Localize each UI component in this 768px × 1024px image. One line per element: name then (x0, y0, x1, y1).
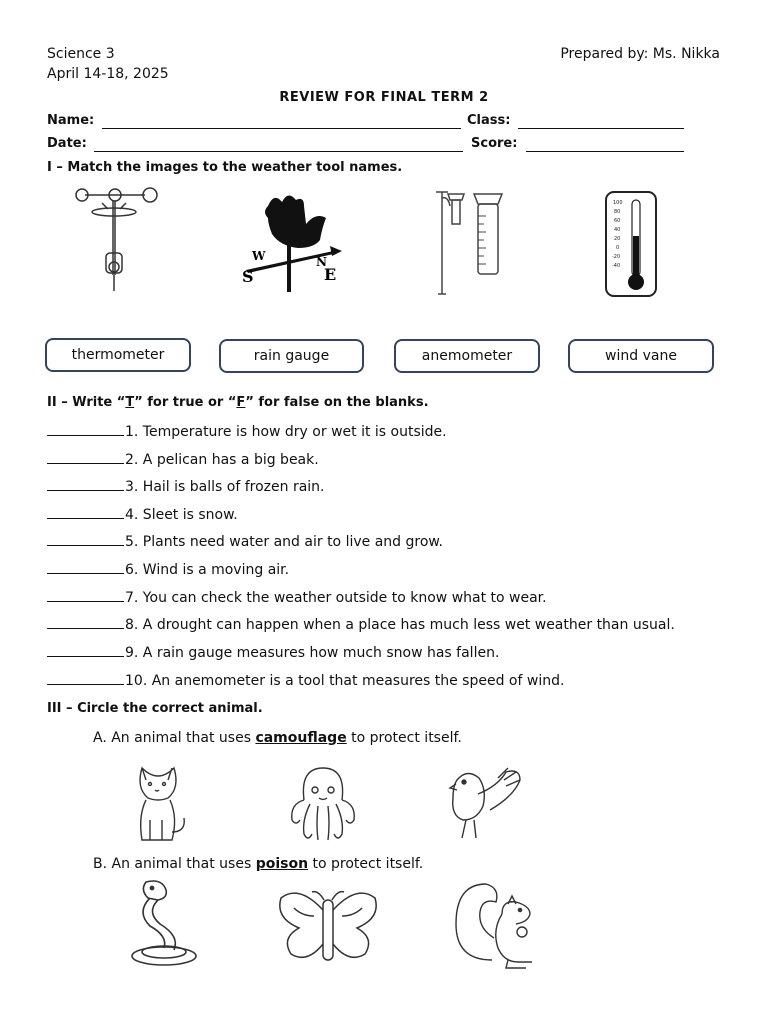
weather-vane-image (238, 188, 348, 296)
vane-letter-s: S (242, 267, 254, 286)
keyword-poison: poison (255, 856, 309, 872)
question-a: A. An animal that uses camouflage to protect itself. (93, 730, 462, 746)
tf-item-7[interactable]: 7. You can check the weather outside to know what to wear. (47, 590, 547, 606)
tf-item-6[interactable]: 6. Wind is a moving air. (47, 562, 289, 578)
thermometer-image (604, 190, 658, 298)
keyword-camouflage: camouflage (255, 730, 347, 746)
score-label: Score: (471, 136, 518, 151)
bird-icon[interactable] (448, 764, 526, 844)
thermo-tick-40: 40 (614, 227, 621, 233)
subject-label: Science 3 (47, 46, 115, 62)
date-range: April 14-18, 2025 (47, 66, 169, 82)
thermo-tick-60: 60 (614, 218, 621, 224)
class-line (518, 128, 684, 129)
tf-item-9[interactable]: 9. A rain gauge measures how much snow has fallen. (47, 645, 499, 661)
thermo-tick-neg20: -20 (612, 254, 621, 260)
true-letter: T (125, 395, 135, 410)
class-label: Class: (467, 113, 511, 128)
prepared-by: Prepared by: Ms. Nikka (560, 46, 720, 62)
butterfly-icon[interactable] (276, 888, 380, 968)
vane-letter-e: E (324, 265, 337, 284)
tf-item-1[interactable]: 1. Temperature is how dry or wet it is outside. (47, 424, 447, 440)
question-b: B. An animal that uses poison to protect itself. (93, 856, 424, 872)
anemometer-image (70, 185, 160, 297)
section-2-heading: II – Write “T” for true or “F” for false on the blanks. (47, 395, 429, 410)
date-line (94, 151, 463, 152)
score-line (526, 151, 684, 152)
thermo-tick-80: 80 (614, 209, 621, 215)
cat-icon[interactable] (128, 760, 190, 848)
vane-letter-w: W (252, 249, 266, 263)
section-1-heading: I – Match the images to the weather tool names. (47, 160, 403, 175)
false-letter: F (236, 395, 246, 410)
label-box-wind-vane[interactable]: wind vane (568, 339, 714, 373)
tf-item-5[interactable]: 5. Plants need water and air to live and grow. (47, 534, 443, 550)
label-box-rain-gauge[interactable]: rain gauge (219, 339, 364, 373)
tf-item-4[interactable]: 4. Sleet is snow. (47, 507, 238, 523)
tf-item-10[interactable]: 10. An anemometer is a tool that measures the speed of wind. (47, 673, 564, 689)
thermo-tick-100: 100 (613, 200, 623, 206)
tf-item-2[interactable]: 2. A pelican has a big beak. (47, 452, 319, 468)
tf-item-3[interactable]: 3. Hail is balls of frozen rain. (47, 479, 325, 495)
tf-item-8[interactable]: 8. A drought can happen when a place has much less wet weather than usual. (47, 617, 675, 633)
squirrel-icon[interactable] (450, 880, 540, 972)
thermo-tick-neg40: -40 (612, 263, 621, 269)
section-3-heading: III – Circle the correct animal. (47, 701, 263, 716)
label-box-thermometer[interactable]: thermometer (45, 338, 191, 372)
rain-gauge-image (430, 186, 505, 298)
snake-icon[interactable] (126, 876, 200, 968)
date-label: Date: (47, 136, 87, 151)
name-label: Name: (47, 113, 95, 128)
name-line (102, 128, 461, 129)
octopus-icon[interactable] (286, 762, 360, 846)
label-box-anemometer[interactable]: anemometer (394, 339, 540, 373)
page-title: REVIEW FOR FINAL TERM 2 (279, 90, 489, 105)
thermo-tick-20: 20 (614, 236, 621, 242)
thermo-tick-0: 0 (616, 245, 620, 251)
vane-letter-n: N (316, 255, 327, 269)
